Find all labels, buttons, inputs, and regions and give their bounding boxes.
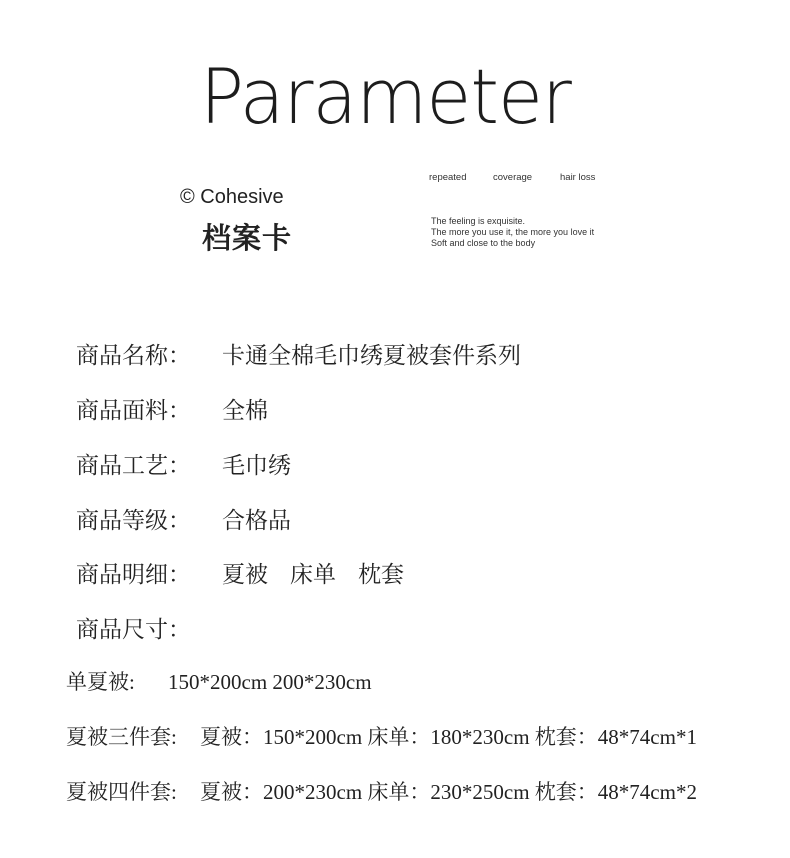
- param-label: 商品尺寸：: [76, 617, 191, 643]
- param-value: 毛巾绣: [222, 453, 291, 479]
- brand-subtitle: 档案卡: [202, 221, 293, 255]
- size-label: 夏被三件套:: [66, 725, 177, 749]
- slogan-line: Soft and close to the body: [431, 238, 536, 248]
- detail-item: 枕套: [358, 562, 404, 588]
- param-row-craft: [76, 447, 291, 480]
- param-label: 商品等级：: [76, 508, 191, 534]
- tag-coverage: coverage: [493, 172, 533, 183]
- size-label: 夏被四件套:: [66, 780, 177, 804]
- size-value: 夏被：200*230cm 床单：230*250cm 枕套：48*74cm*2: [200, 780, 697, 804]
- size-row-four-piece: [66, 776, 697, 806]
- param-value: 卡通全棉毛巾绣夏被套件系列: [222, 343, 521, 369]
- param-row-grade: [76, 502, 291, 535]
- size-value: 夏被：150*200cm 床单：180*230cm 枕套：48*74cm*1: [200, 725, 697, 749]
- detail-item: 床单: [290, 562, 336, 588]
- slogan-line: The feeling is exquisite.: [431, 216, 526, 226]
- size-label: 单夏被:: [66, 670, 135, 694]
- param-label: 商品明细：: [76, 562, 191, 588]
- param-label: 商品面料：: [76, 398, 191, 424]
- size-row-single: [66, 666, 372, 696]
- param-row-details: [76, 556, 426, 589]
- tag-repeated: repeated: [429, 172, 467, 183]
- param-value: 全棉: [222, 398, 268, 424]
- size-value: 150*200cm 200*230cm: [168, 670, 372, 694]
- param-label: 商品工艺：: [76, 453, 191, 479]
- size-row-three-piece: [66, 721, 697, 751]
- param-label: 商品名称：: [76, 343, 191, 369]
- param-row-fabric: [76, 392, 268, 425]
- param-value: 合格品: [222, 508, 291, 534]
- brand-name: © Cohesive: [180, 186, 284, 208]
- slogan-line: The more you use it, the more you love it: [431, 227, 595, 237]
- param-row-name: [76, 337, 521, 370]
- param-row-size: [76, 611, 222, 644]
- page-title: Parameter: [200, 52, 571, 141]
- detail-item: 夏被: [222, 562, 268, 588]
- param-items: [222, 562, 426, 588]
- tag-hair-loss: hair loss: [560, 172, 596, 183]
